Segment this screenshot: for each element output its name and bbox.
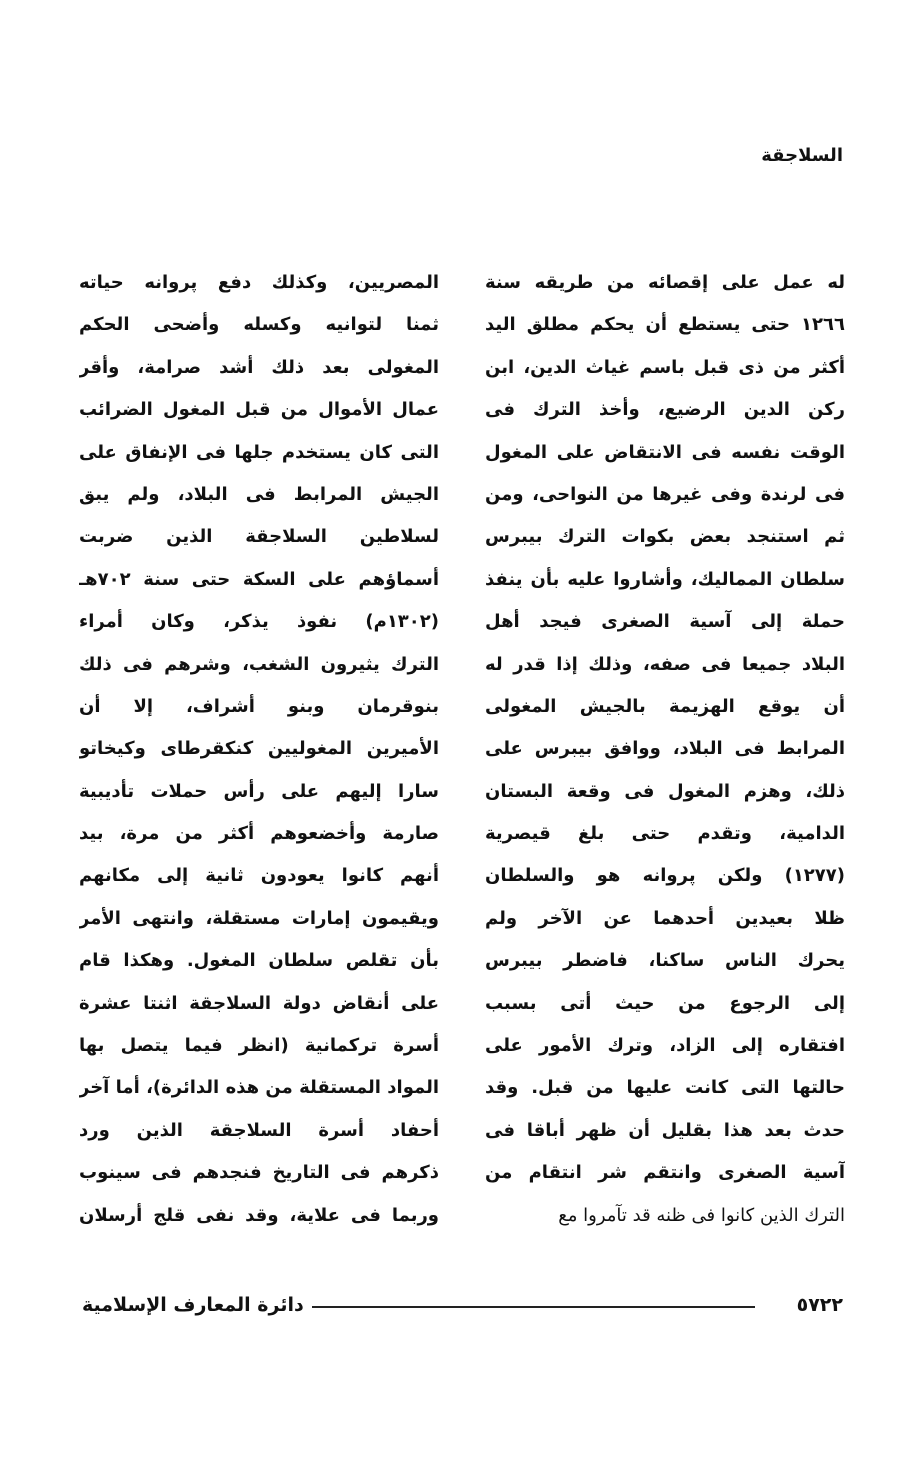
text-column-right <box>485 262 845 1237</box>
text-line: ظلا بعيدين أحدهما عن الآخر ولم <box>485 907 845 929</box>
text-line: الدامية، وتقدم حتى بلغ قيصرية <box>485 823 845 845</box>
text-line: ركن الدين الرضيع، وأخذ الترك فى <box>485 399 845 421</box>
text-line: حدث بعد هذا بقليل أن ظهر أباقا فى <box>485 1119 845 1141</box>
text-line: لسلاطين السلاجقة الذين ضربت <box>79 526 439 548</box>
text-line: المرابط فى البلاد، ووافق بيبرس على <box>485 738 845 760</box>
running-header: السلاجقة <box>761 145 843 166</box>
text-line: أحفاد أسرة السلاجقة الذين ورد <box>79 1119 439 1141</box>
text-line: ذكرهم فى التاريخ فنجدهم فى سينوب <box>79 1162 439 1184</box>
text-line: حملة إلى آسية الصغرى فيجد أهل <box>485 611 845 633</box>
text-line: أنهم كانوا يعودون ثانية إلى مكانهم <box>79 865 439 887</box>
text-line: البلاد جميعا فى صفه، وذلك إذا قدر له <box>485 653 845 675</box>
text-line: أن يوقع الهزيمة بالجيش المغولى <box>485 695 845 717</box>
text-line: أسماؤهم على السكة حتى سنة ٧٠٢هـ <box>79 568 439 590</box>
text-line: ثمنا لتوانيه وكسله وأضحى الحكم <box>79 314 439 336</box>
text-line: ويقيمون إمارات مستقلة، وانتهى الأمر <box>79 907 439 929</box>
text-line: حالتها التى كانت عليها من قبل. وقد <box>485 1077 845 1099</box>
text-line: المواد المستقلة من هذه الدائرة)، أما آخر <box>79 1077 439 1099</box>
text-line: صارمة وأخضعوهم أكثر من مرة، بيد <box>79 823 439 845</box>
text-line: ١٢٦٦ حتى يستطع أن يحكم مطلق اليد <box>485 314 845 336</box>
text-line: المصريين، وكذلك دفع پروانه حياته <box>79 272 439 293</box>
text-line: عمال الأموال من قبل المغول الضرائب <box>79 399 439 421</box>
text-line: له عمل على إقصائه من طريقه سنة <box>485 272 845 293</box>
footer-rule <box>312 1306 755 1308</box>
text-line: سارا إليهم على رأس حملات تأديبية <box>79 780 439 802</box>
text-line: الترك يثيرون الشغب، وشرهم فى ذلك <box>79 653 439 675</box>
text-line: بأن تقلص سلطان المغول. وهكذا قام <box>79 950 439 972</box>
text-line: ذلك، وهزم المغول فى وقعة البستان <box>485 780 845 802</box>
text-line: (١٢٧٧) ولكن پروانه هو والسلطان <box>485 865 845 887</box>
text-line: الجيش المرابط فى البلاد، ولم يبق <box>79 483 439 505</box>
text-line: الترك الذين كانوا فى ظنه قد تآمروا مع <box>558 1204 845 1226</box>
text-line: الوقت نفسه فى الانتقاض على المغول <box>485 441 845 463</box>
page-footer <box>82 1290 843 1320</box>
text-line: سلطان المماليك، وأشاروا عليه بأن ينفذ <box>485 568 845 590</box>
text-line: إلى الرجوع من حيث أتى بسبب <box>485 992 845 1014</box>
text-line: أكثر من ذى قبل باسم غياث الدين، ابن <box>485 356 845 378</box>
text-line: التى كان يستخدم جلها فى الإنفاق على <box>79 441 439 463</box>
text-line: على أنقاض دولة السلاجقة اثنتا عشرة <box>79 992 439 1014</box>
text-line: أسرة تركمانية (انظر فيما يتصل بها <box>79 1035 439 1057</box>
text-line: افتقاره إلى الزاد، وترك الأمور على <box>485 1035 845 1057</box>
text-line: فى لرندة وفى غيرها من النواحى، ومن <box>485 483 845 505</box>
page-number: ٥٧٢٢ <box>796 1294 843 1316</box>
text-line: بنوقرمان وبنو أشراف، إلا أن <box>79 695 439 717</box>
text-line: آسية الصغرى وانتقم شر انتقام من <box>485 1162 845 1184</box>
text-line: يحرك الناس ساكنا، فاضطر بيبرس <box>485 950 845 972</box>
text-line: وربما فى علاية، وقد نفى قلج أرسلان <box>79 1204 439 1226</box>
text-line: المغولى بعد ذلك أشد صرامة، وأقر <box>79 356 439 378</box>
text-line: (١٣٠٢م) نفوذ يذكر، وكان أمراء <box>79 611 439 633</box>
text-line: ثم استنجد بعض بكوات الترك بيبرس <box>485 526 845 548</box>
text-line: الأميرين المغوليين كنكقرطاى وكيخاتو <box>79 738 439 760</box>
text-column-left <box>79 262 439 1237</box>
publication-title: دائرة المعارف الإسلامية <box>82 1294 304 1316</box>
